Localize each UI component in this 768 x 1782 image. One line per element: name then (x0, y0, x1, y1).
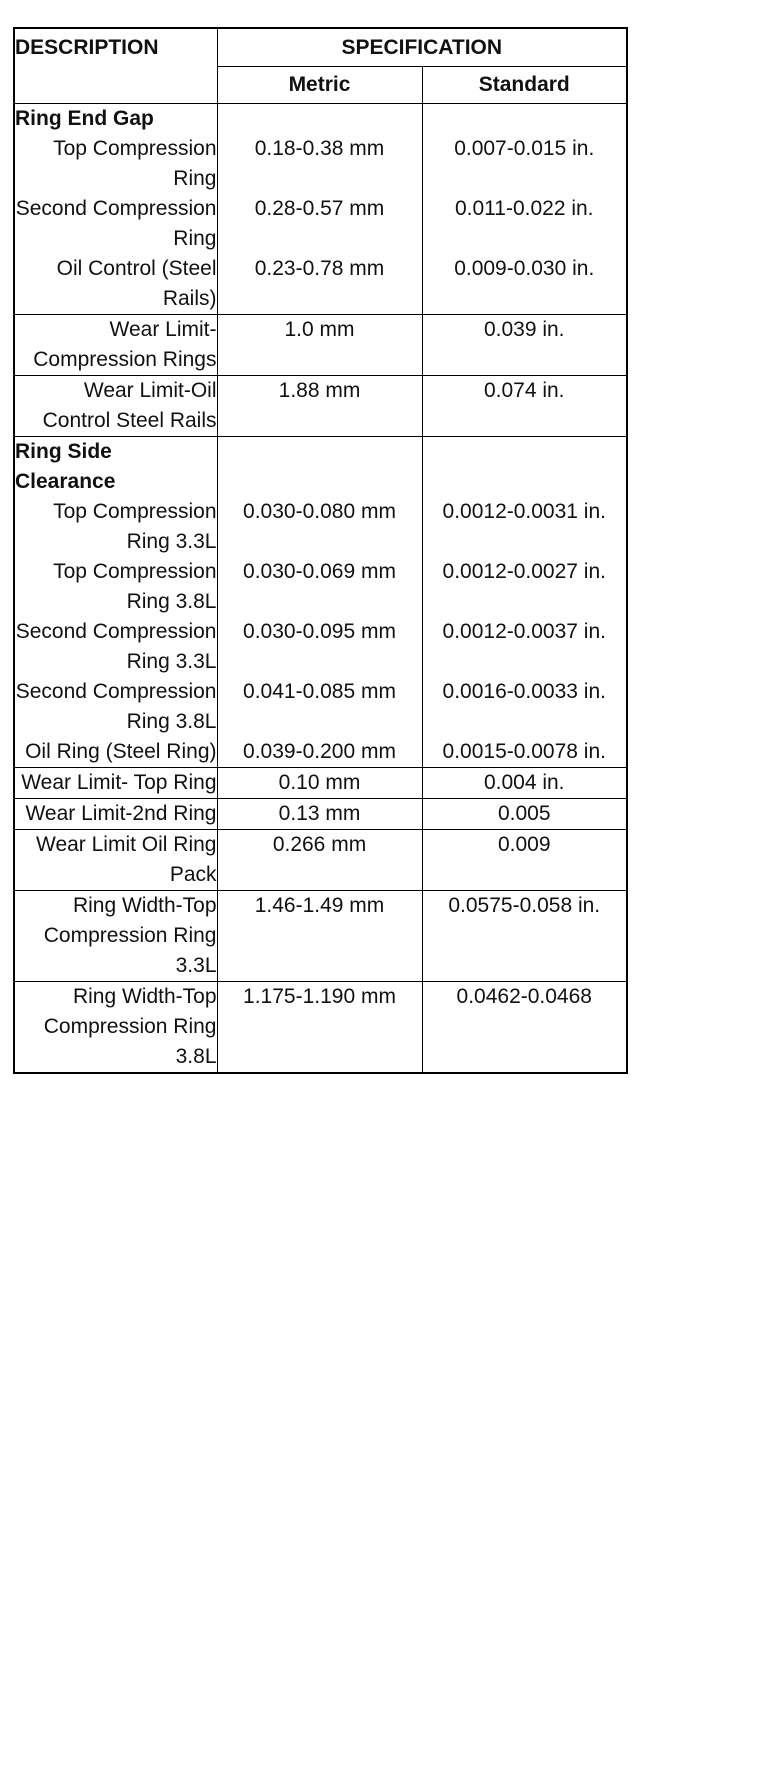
empty-cell (217, 437, 422, 498)
row-metric: 0.266 mm (217, 830, 422, 891)
row-metric: 0.030-0.069 mm (217, 557, 422, 617)
header-metric: Metric (217, 67, 422, 104)
group-title-ring-side-clearance: Ring Side Clearance (14, 437, 217, 498)
row-standard: 0.009-0.030 in. (422, 254, 627, 315)
empty-cell (422, 104, 627, 135)
row-standard: 0.0016-0.0033 in. (422, 677, 627, 737)
row-metric: 1.175-1.190 mm (217, 982, 422, 1074)
row-description: Wear Limit-Compression Rings (14, 315, 217, 376)
table-row (14, 768, 627, 799)
row-standard: 0.0012-0.0031 in. (422, 497, 627, 557)
empty-cell (422, 437, 627, 498)
row-description: Wear Limit-2nd Ring (14, 799, 217, 830)
row-description: Top Compression Ring 3.8L (14, 557, 217, 617)
row-standard: 0.0015-0.0078 in. (422, 737, 627, 768)
table-row (14, 254, 627, 315)
row-metric: 0.13 mm (217, 799, 422, 830)
table-row (14, 830, 627, 891)
row-metric: 0.23-0.78 mm (217, 254, 422, 315)
header-standard: Standard (422, 67, 627, 104)
table-row (14, 799, 627, 830)
row-metric: 1.88 mm (217, 376, 422, 437)
row-metric: 0.28-0.57 mm (217, 194, 422, 254)
group-title-ring-end-gap: Ring End Gap (14, 104, 217, 135)
table-row (14, 982, 627, 1074)
row-description: Wear Limit- Top Ring (14, 768, 217, 799)
row-standard: 0.074 in. (422, 376, 627, 437)
row-standard: 0.005 (422, 799, 627, 830)
row-standard: 0.011-0.022 in. (422, 194, 627, 254)
table-row (14, 194, 627, 254)
header-specification: SPECIFICATION (217, 28, 627, 67)
row-description: Wear Limit Oil Ring Pack (14, 830, 217, 891)
table-row (14, 737, 627, 768)
row-metric: 1.0 mm (217, 315, 422, 376)
row-description: Second Compression Ring 3.8L (14, 677, 217, 737)
row-description: Wear Limit-Oil Control Steel Rails (14, 376, 217, 437)
row-standard: 0.004 in. (422, 768, 627, 799)
row-description: Second Compression Ring 3.3L (14, 617, 217, 677)
row-metric: 0.039-0.200 mm (217, 737, 422, 768)
row-description: Second Compression Ring (14, 194, 217, 254)
empty-cell (217, 104, 422, 135)
table-row (14, 497, 627, 557)
row-metric: 1.46-1.49 mm (217, 891, 422, 982)
table-row (14, 617, 627, 677)
row-standard: 0.039 in. (422, 315, 627, 376)
row-standard: 0.0575-0.058 in. (422, 891, 627, 982)
row-description: Oil Control (Steel Rails) (14, 254, 217, 315)
row-description: Ring Width-Top Compression Ring 3.3L (14, 891, 217, 982)
row-metric: 0.041-0.085 mm (217, 677, 422, 737)
row-metric: 0.18-0.38 mm (217, 134, 422, 194)
row-standard: 0.0012-0.0037 in. (422, 617, 627, 677)
row-description: Ring Width-Top Compression Ring 3.8L (14, 982, 217, 1074)
header-description: DESCRIPTION (14, 28, 217, 104)
row-metric: 0.10 mm (217, 768, 422, 799)
table-row (14, 315, 627, 376)
row-description: Oil Ring (Steel Ring) (14, 737, 217, 768)
row-standard: 0.007-0.015 in. (422, 134, 627, 194)
table-row (14, 891, 627, 982)
table-row (14, 134, 627, 194)
row-standard: 0.009 (422, 830, 627, 891)
table-row (14, 677, 627, 737)
table-row (14, 376, 627, 437)
table-row (14, 557, 627, 617)
row-description: Top Compression Ring (14, 134, 217, 194)
ring-spec-table (13, 27, 628, 1074)
row-metric: 0.030-0.080 mm (217, 497, 422, 557)
row-metric: 0.030-0.095 mm (217, 617, 422, 677)
row-standard: 0.0462-0.0468 (422, 982, 627, 1074)
row-standard: 0.0012-0.0027 in. (422, 557, 627, 617)
row-description: Top Compression Ring 3.3L (14, 497, 217, 557)
